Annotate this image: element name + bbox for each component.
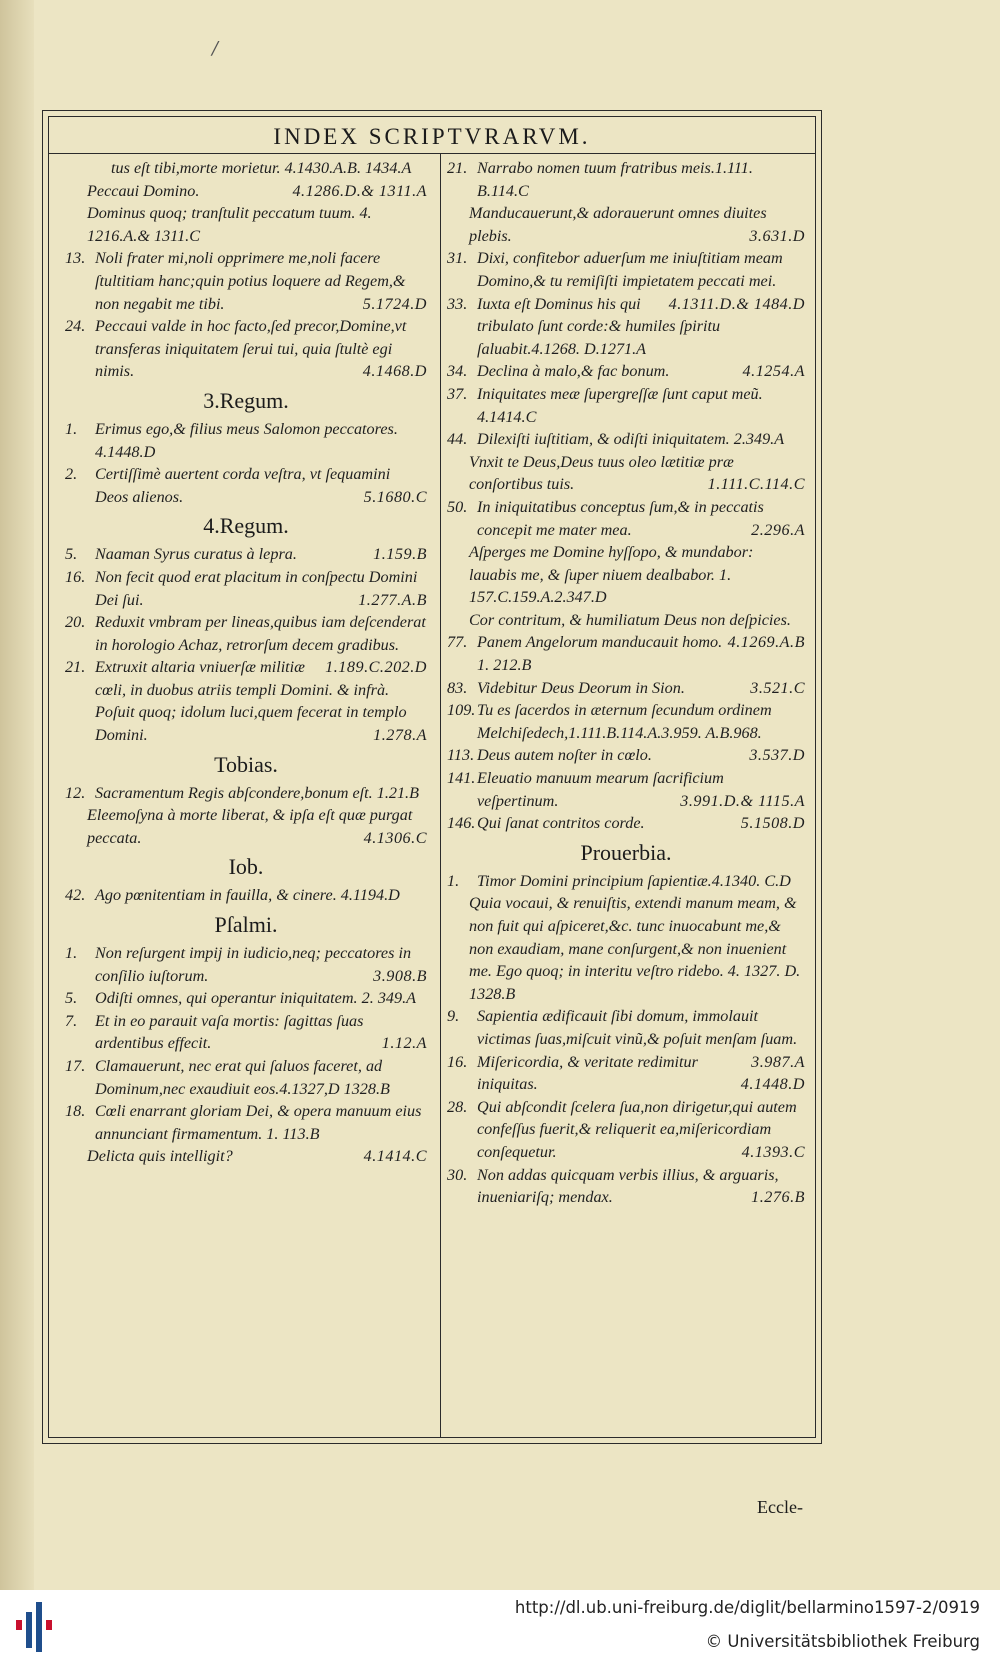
page-reference: 1.278.A: [373, 726, 427, 745]
page-reference: 1.111.C.114.C: [707, 475, 805, 494]
entry-quote: Tu es ſacerdos in æternum ſecundum ordinem Melchiſedech,1.111.B.114.A.3.959. A.B.968.: [477, 701, 772, 742]
entry-quote: Dilexiſti iuſtitiam, & odiſti iniquitatem. 2.349.A: [477, 430, 785, 449]
page-reference: 1.12.A: [381, 1034, 427, 1053]
entry-text: [65, 782, 427, 805]
catchword: Eccle-: [757, 1497, 803, 1517]
entry-quote: Sapientia ædificauit ſibi domum, immolauit victimas ſuas,miſcuit vinũ,& poſuit menſam ſuam.: [477, 1007, 798, 1048]
index-entry: [65, 884, 427, 907]
entry-quote: Delicta quis intelligit?: [87, 1147, 233, 1166]
entry-text: [65, 987, 427, 1010]
entry-quote: Cor contritum, & humiliatum Deus non deſpicies.: [469, 610, 791, 629]
index-entry: [65, 180, 427, 203]
entry-text: [447, 428, 805, 451]
page-reference: 3.521.C: [750, 678, 805, 697]
entry-quote: Vnxit te Deus,Deus tuus oleo lætitiæ præ conſortibus tuis.: [469, 452, 734, 494]
verse-number: 50.: [447, 497, 468, 516]
entry-quote: Narrabo nomen tuum fratribus meis.1.111. B.114.C: [477, 159, 753, 200]
entry-quote: Cœli enarrant gloriam Dei, & opera manuum eius annunciant firmamentum. 1. 113.B: [95, 1102, 422, 1143]
entry-text: [65, 1100, 427, 1145]
page-reference: 5.1508.D: [740, 814, 805, 833]
right-column: [447, 157, 805, 1437]
entry-quote: Peccaui Domino.: [87, 181, 200, 200]
entry-text: [65, 247, 427, 315]
verse-number: 141.: [447, 769, 476, 788]
verse-number: 2.: [65, 465, 78, 484]
page-reference: 4.1311.D.& 1484.D: [668, 294, 805, 313]
verse-number: 30.: [447, 1165, 468, 1184]
index-entry: [65, 942, 427, 987]
page-reference: 1.189.C.202.D: [325, 658, 427, 677]
entry-quote: Miſericordia, & veritate redimitur iniquitas.: [477, 1052, 698, 1094]
entry-quote: Reduxit vmbram per lineas,quibus iam deſcenderat in horologio Achaz, retrorſum decem gradibus.: [95, 613, 426, 654]
book-heading: 4.Regum.: [203, 513, 289, 539]
verse-number: 12.: [65, 783, 86, 802]
verse-number: 37.: [447, 384, 468, 403]
page-reference: 1.276.B: [751, 1188, 805, 1207]
entry-text: [447, 699, 805, 744]
entry-quote: tus eſt tibi,morte morietur. 4.1430.A.B. 1434.A: [111, 159, 412, 177]
index-entry: [65, 656, 427, 746]
page-reference: 4.1393.C: [741, 1142, 805, 1161]
entry-quote: Timor Domini principium ſapientiæ.4.1340. C.D: [477, 871, 791, 890]
entry-text: [447, 1051, 805, 1096]
marginal-mark: /: [212, 38, 219, 59]
index-entry: [65, 782, 427, 805]
entry-text: [447, 157, 805, 202]
index-entry: [447, 541, 805, 609]
index-entry: [65, 157, 427, 180]
entry-text: [447, 870, 805, 893]
page-header: INDEX SCRIPTVRARVM.: [273, 124, 591, 149]
entry-text: [65, 418, 427, 463]
entry-quote: Eleuatio manuum mearum ſacrificium veſpertinum.: [477, 769, 724, 810]
page-reference: 3.991.D.& 1115.A: [680, 791, 805, 810]
entry-text: [447, 1164, 805, 1209]
entry-text: [65, 884, 427, 907]
entry-text: [447, 631, 805, 676]
index-entry: [65, 418, 427, 463]
entry-quote: Erimus ego,& filius meus Salomon peccatores. 4.1448.D: [95, 419, 398, 461]
page-reference: 4.1269.A.B: [727, 633, 805, 652]
index-entry: [447, 383, 805, 428]
entry-quote: Non reſurgent impij in iudicio,neq; peccatores in conſilio iuſtorum.: [95, 944, 412, 985]
index-entry: [447, 496, 805, 541]
page-reference: 3.537.D: [749, 746, 805, 765]
index-entry: [447, 631, 805, 676]
entry-text: [447, 744, 805, 767]
verse-number: 9.: [447, 1007, 460, 1026]
index-entry: [65, 566, 427, 611]
index-entry: [447, 1096, 805, 1164]
viewer-footer: [0, 1590, 1000, 1662]
index-entry: [447, 677, 805, 700]
index-entry: [447, 744, 805, 767]
verse-number: 16.: [65, 567, 86, 586]
entry-quote: Sacramentum Regis abſcondere,bonum eſt. 1.21.B: [95, 783, 419, 802]
header-rule: [49, 153, 815, 154]
index-entry: [447, 428, 805, 451]
entry-text: [447, 677, 805, 700]
verse-number: 1.: [447, 871, 460, 890]
verse-number: 21.: [65, 658, 86, 677]
entry-quote: Qui ſanat contritos corde.: [477, 814, 645, 833]
verse-number: 18.: [65, 1102, 86, 1121]
entry-quote: Extruxit altaria vniuerſæ militiæ cœli, in duobus atriis templi Domini. & infrà. Poſuit quoq; idolum luci,quem fecerat in templo Domini.: [95, 658, 407, 745]
index-entry: [447, 812, 805, 835]
verse-number: 33.: [447, 294, 468, 313]
page-reference: 2.296.A: [751, 520, 805, 539]
index-entry: [65, 1145, 427, 1168]
entry-quote: Et in eo parauit vaſa mortis: ſagittas ſuas ardentibus effecit.: [95, 1011, 364, 1053]
verse-number: 109.: [447, 701, 476, 720]
index-entry: [65, 543, 427, 566]
entry-text: [447, 360, 805, 383]
page-gutter: [0, 0, 34, 1590]
entry-quote: Naaman Syrus curatus à lepra.: [95, 545, 297, 564]
entry-quote: Dominus quoq; tranſtulit peccatum tuum. 4. 1216.A.& 1311.C: [87, 204, 372, 245]
entry-text: [447, 383, 805, 428]
entry-text: [65, 157, 427, 180]
entry-quote: Iuxta eſt Dominus his qui tribulato ſunt corde:& humiles ſpiritu ſaluabit.4.1268. D.1271.A: [477, 294, 721, 358]
entry-text: [65, 180, 427, 203]
verse-number: 44.: [447, 430, 468, 449]
page-reference: 3.987.A: [751, 1052, 805, 1071]
verse-number: 20.: [65, 613, 86, 632]
entry-text: [447, 541, 805, 609]
entry-text: [65, 566, 427, 611]
entry-quote: Videbitur Deus Deorum in Sion.: [477, 678, 685, 697]
entry-quote: Deus autem noſter in cœlo.: [477, 746, 652, 765]
entry-text: [65, 202, 427, 247]
verse-number: 16.: [447, 1052, 468, 1071]
entry-quote: Eleemoſyna à morte liberat, & ipſa eſt quæ purgat peccata.: [87, 806, 413, 847]
verse-number: 13.: [65, 249, 86, 268]
entry-text: [447, 1096, 805, 1164]
page-reference: 4.1306.C: [363, 828, 427, 847]
entry-quote: In iniquitatibus conceptus ſum,& in peccatis concepit me mater mea.: [477, 497, 764, 539]
entry-text: [447, 812, 805, 835]
index-frame-inner: [48, 116, 816, 1517]
index-entry: [65, 1100, 427, 1145]
index-entry: [447, 1164, 805, 1209]
entry-text: [447, 892, 805, 1005]
index-entry: [447, 699, 805, 744]
entry-quote: Ago pœnitentiam in fauilla, & cinere. 4.1194.D: [95, 886, 400, 905]
verse-number: 17.: [65, 1057, 86, 1075]
verse-number: 24.: [65, 317, 86, 336]
verse-number: 34.: [447, 362, 468, 381]
entry-quote: Non fecit quod erat placitum in conſpectu Domini Dei ſui.: [95, 567, 418, 609]
index-entry: [447, 360, 805, 383]
index-entry: [65, 463, 427, 508]
index-entry: [447, 451, 805, 496]
left-column: [65, 157, 427, 1437]
page-reference: 3.631.D: [749, 226, 805, 245]
verse-number: 83.: [447, 678, 468, 697]
page-reference: 3.908.B: [373, 966, 427, 985]
index-entry: [447, 157, 805, 202]
book-heading: Tobias.: [214, 751, 278, 777]
entry-quote: Clamauerunt, nec erat qui ſaluos faceret, ad Dominum,nec exaudiuit eos.4.1327,D 1328.B: [95, 1057, 390, 1098]
book-heading: 3.Regum.: [203, 387, 289, 413]
entry-quote: Non addas quicquam verbis illius, & arguaris, inueniariſq; mendax.: [477, 1165, 779, 1207]
book-heading: Prouerbia.: [580, 839, 672, 865]
verse-number: 146.: [447, 814, 476, 833]
verse-number: 31.: [447, 249, 468, 268]
entry-text: [65, 656, 427, 746]
index-entry: [65, 804, 427, 849]
entry-text: [65, 942, 427, 987]
entry-quote: Panem Angelorum manducauit homo. 1. 212.B: [477, 633, 723, 675]
verse-number: 7.: [65, 1011, 78, 1030]
index-entry: [447, 767, 805, 812]
verse-number: 28.: [447, 1097, 468, 1116]
entry-quote: Dixi, confitebor aduerſum me iniuſtitiam meam Domino,& tu remiſiſti impietatem peccati mei.: [477, 249, 783, 290]
entry-text: [65, 1145, 427, 1168]
index-entry: [447, 870, 805, 893]
entry-text: [65, 1055, 427, 1100]
entry-text: [65, 804, 427, 849]
verse-number: 1.: [65, 944, 78, 963]
page-reference: 5.1680.C: [363, 487, 427, 506]
entry-quote: Declina à malo,& fac bonum.: [477, 362, 670, 381]
verse-number: 113.: [447, 746, 475, 765]
page-reference: 1.277.A.B: [358, 590, 427, 609]
index-entry: [65, 202, 427, 247]
entry-text: [447, 202, 805, 247]
column-separator: [440, 154, 441, 1437]
page-reference: 4.1468.D: [362, 362, 427, 381]
entry-quote: Qui abſcondit ſcelera ſua,non dirigetur,qui autem confeſſus fuerit,& reliquerit ea,miſericordiam conſequetur.: [477, 1097, 797, 1161]
page-reference: 5.1724.D: [362, 294, 427, 313]
page-reference: 4.1254.A: [742, 362, 805, 381]
index-entry: [65, 987, 427, 1010]
index-entry: [447, 293, 805, 361]
entry-quote: Aſperges me Domine hyſſopo, & mundabor: lauabis me, & ſuper niuem dealbabor. 1. 157.C.159.A.2.347.D: [469, 543, 754, 607]
entry-quote: Iniquitates meæ ſupergreſſæ ſunt caput meũ. 4.1414.C: [477, 384, 763, 426]
verse-number: 77.: [447, 633, 468, 652]
index-entry: [65, 1010, 427, 1055]
index-entry: [447, 202, 805, 247]
entry-text: [65, 1010, 427, 1055]
entry-quote: Odiſti omnes, qui operantur iniquitatem. 2. 349.A: [95, 989, 417, 1008]
entry-quote: Manducauerunt,& adorauerunt omnes diuites plebis.: [469, 204, 767, 245]
index-entry: [65, 315, 427, 383]
source-url[interactable]: http://dl.ub.uni-freiburg.de/diglit/bellarmino1597-2/0919: [514, 1598, 980, 1617]
entry-quote: Noli frater mi,noli opprimere me,noli facere ſtultitiam hanc;quin potius loquere ad Regem,& non negabit me tibi.: [95, 249, 406, 313]
index-entry: [65, 1055, 427, 1100]
entry-quote: Peccaui valde in hoc facto,ſed precor,Domine,vt transferas iniquitatem ſerui tui, quia ſtultè egi nimis.: [95, 317, 407, 381]
entry-text: [65, 543, 427, 566]
ub-freiburg-logo-icon: [10, 1598, 66, 1654]
entry-text: [447, 293, 805, 361]
page-reference: 4.1286.D.& 1311.A: [292, 181, 427, 200]
index-entry: [65, 247, 427, 315]
index-frame: [42, 110, 822, 1517]
index-entry: [447, 1051, 805, 1096]
page-reference: 4.1414.C: [363, 1147, 427, 1166]
page-reference: 4.1448.D: [740, 1075, 805, 1094]
entry-text: [447, 496, 805, 541]
book-heading: Pſalmi.: [214, 912, 278, 938]
entry-quote: Certiſſimè auertent corda veſtra, vt ſequamini Deos alienos.: [95, 465, 391, 506]
entry-text: [447, 767, 805, 812]
entry-quote: Quia vocaui, & renuiſtis, extendi manum meam, & non fuit qui aſpiceret,&c. tunc inuocabunt me,& non exaudiam, mane conſurgent,& non inuenient me. Ego quoq; in interitu veſtro ridebo. 4. 1327. D. 1328.B: [469, 894, 801, 1003]
index-entry: [447, 892, 805, 1005]
verse-number: 5.: [65, 989, 78, 1008]
verse-number: 42.: [65, 886, 86, 905]
book-heading: Iob.: [228, 854, 264, 880]
copyright-notice: © Universitätsbibliothek Freiburg: [705, 1632, 980, 1651]
verse-number: 21.: [447, 159, 468, 177]
entry-text: [65, 315, 427, 383]
entry-text: [447, 451, 805, 496]
page-reference: 1.159.B: [373, 545, 427, 564]
entry-text: [65, 463, 427, 508]
verse-number: 1.: [65, 419, 78, 438]
verse-number: 5.: [65, 545, 78, 564]
